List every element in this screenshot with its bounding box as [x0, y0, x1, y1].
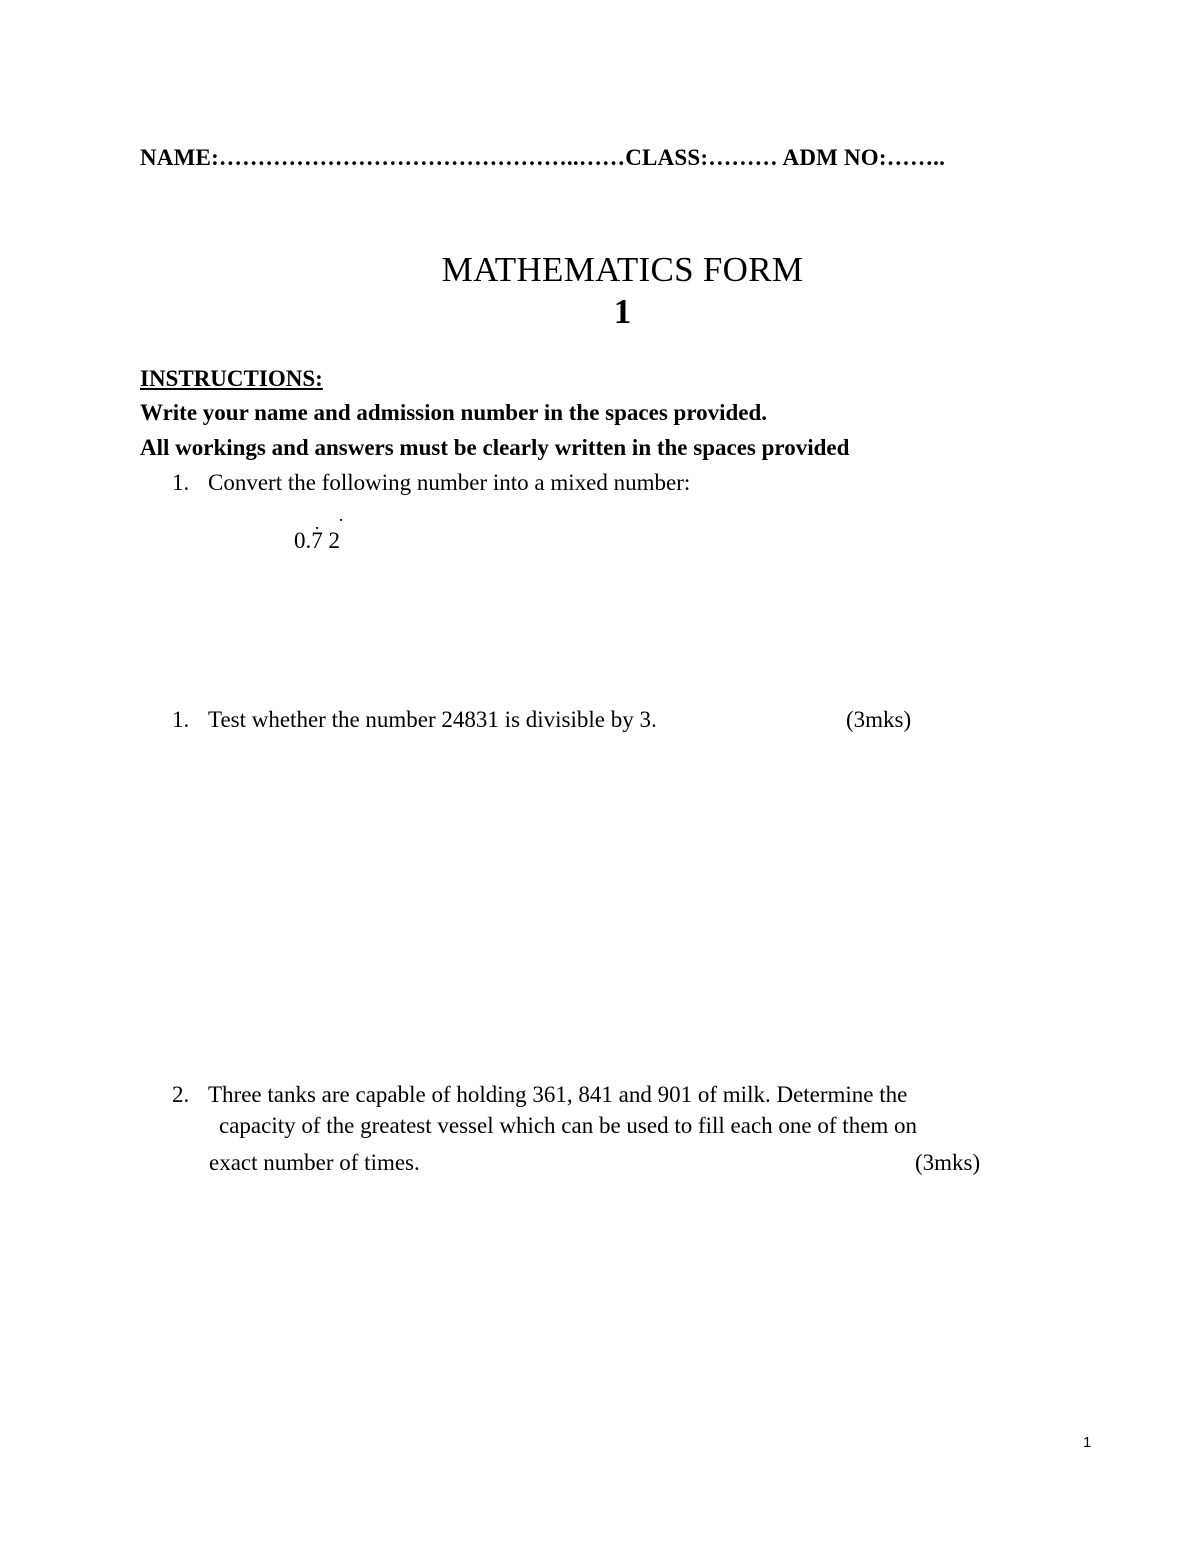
question-number: 1.: [172, 470, 190, 495]
question-number: 1.: [172, 707, 190, 732]
instructions-heading-text: INSTRUCTIONS: [140, 366, 316, 391]
recurring-digit: [311, 513, 323, 554]
question-text-continued: capacity of the greatest vessel which can be used to fill each one of them on: [219, 1113, 918, 1138]
question-text: Test whether the number 24831 is divisible by 3.: [208, 707, 657, 732]
recurring-decimal: [294, 505, 344, 554]
student-details-line: NAME:………………………………………..……CLASS:……… ADM NO:……..: [140, 145, 946, 170]
question-marks: (3mks): [915, 1150, 981, 1175]
recurring-digit: [328, 505, 344, 554]
digit-value: 2: [328, 528, 340, 553]
page-number: 1: [1083, 1434, 1092, 1451]
question-number: 2.: [172, 1082, 190, 1107]
question-text-continued: exact number of times.: [209, 1150, 420, 1175]
question-1: [172, 470, 690, 496]
recurring-dot: .: [338, 505, 344, 525]
question-2: [172, 707, 657, 733]
decimal-prefix: 0.: [294, 528, 312, 553]
digit-value: 7: [311, 528, 323, 553]
question-text: Three tanks are capable of holding 361, 841 and 901 of milk. Determine the: [208, 1082, 908, 1107]
recurring-dot: .: [314, 513, 320, 533]
instruction-line: Write your name and admission number in the spaces provided.: [140, 400, 768, 425]
exam-form-number: 1: [613, 292, 632, 331]
question-marks: (3mks): [846, 707, 912, 732]
instructions-heading: [140, 366, 323, 392]
instructions-heading-colon: :: [315, 366, 323, 391]
instruction-line: All workings and answers must be clearly written in the spaces provided: [140, 435, 850, 460]
question-text: Convert the following number into a mixed number:: [208, 470, 691, 495]
question-3: [172, 1082, 907, 1108]
exam-title: MATHEMATICS FORM: [441, 250, 804, 289]
